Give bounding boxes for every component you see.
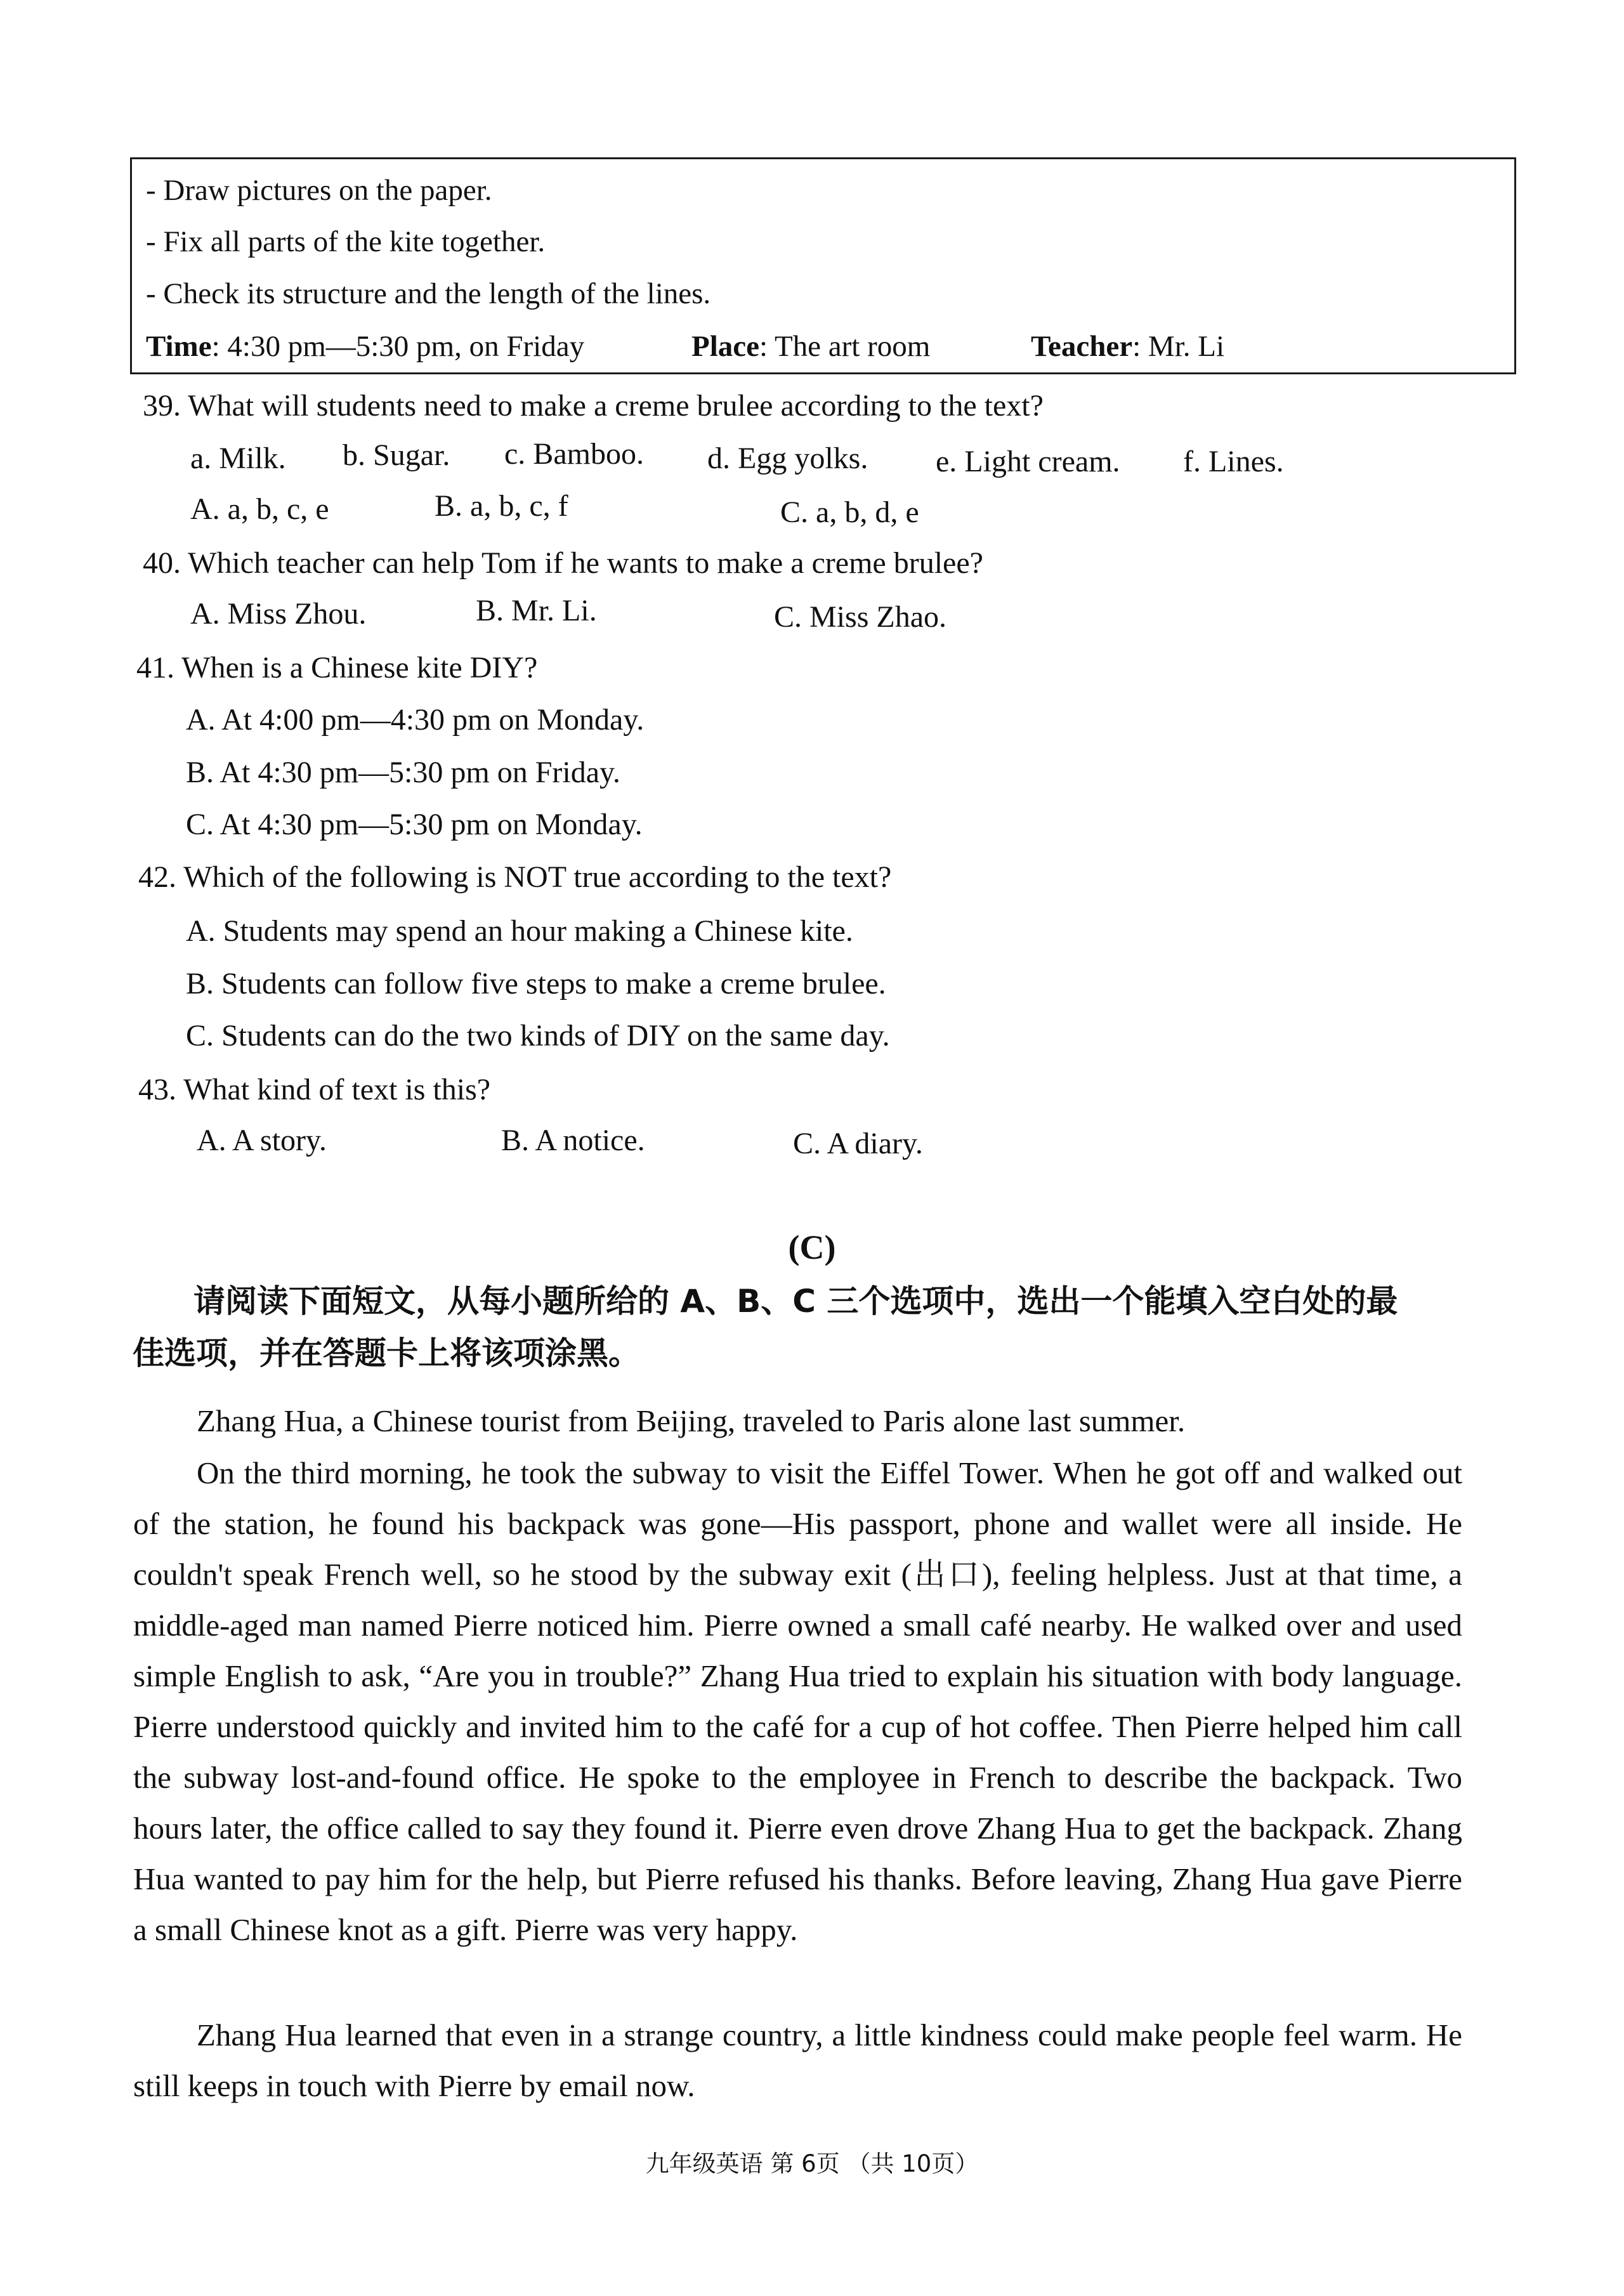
q40-option-a[interactable]: A. Miss Zhou.: [190, 597, 367, 631]
box-step-2: - Fix all parts of the kite together.: [146, 225, 546, 258]
time-value: : 4:30 pm—5:30 pm, on Friday: [211, 330, 585, 363]
q42-option-c[interactable]: C. Students can do the two kinds of DIY on the same day.: [186, 1019, 890, 1053]
q39-option-a[interactable]: A. a, b, c, e: [190, 492, 329, 526]
activity-info-box: [130, 157, 1516, 374]
q42-option-a[interactable]: A. Students may spend an hour making a Chinese kite.: [186, 914, 853, 948]
q39-item-a: a. Milk.: [190, 442, 286, 475]
question-39-stem: 39. What will students need to make a creme brulee according to the text?: [143, 389, 1044, 423]
passage-paragraph-2: On the third morning, he took the subway to visit the Eiffel Tower. When he got off and walked out of the station, he found his backpack was gone—His passport, phone and wallet were all inside. He couldn't speak French well, so he stood by the subway exit (出口), feeling helpless. Just at that time, a middle-aged man named Pierre noticed him. Pierre owned a small café nearby. He walked over and used simple English to ask, “Are you in trouble?” Zhang Hua tried to explain his situation with body language. Pierre understood quickly and invited him to the café for a cup of hot coffee. Then Pierre helped him call the subway lost-and-found office. He spoke to the employee in French to describe the backpack. Two hours later, the office called to say they found it. Pierre even drove Zhang Hua to get the backpack. Zhang Hua wanted to pay him for the help, but Pierre refused his thanks. Before leaving, Zhang Hua gave Pierre a small Chinese knot as a gift. Pierre was very happy.: [133, 1455, 1462, 1947]
q43-option-a[interactable]: A. A story.: [197, 1124, 327, 1157]
question-42-stem: 42. Which of the following is NOT true according to the text?: [138, 860, 892, 894]
place-label: Place: [691, 330, 759, 363]
passage-paragraph-1: Zhang Hua, a Chinese tourist from Beijing, traveled to Paris alone last summer.: [197, 1403, 1186, 1438]
q40-option-c[interactable]: C. Miss Zhao.: [774, 600, 947, 634]
box-step-1: - Draw pictures on the paper.: [146, 174, 492, 207]
q43-option-c[interactable]: C. A diary.: [793, 1127, 923, 1160]
box-step-3: - Check its structure and the length of the lines.: [146, 277, 711, 310]
q39-item-c: c. Bamboo.: [504, 437, 644, 471]
q39-item-e: e. Light cream.: [936, 445, 1120, 478]
q39-item-d: d. Egg yolks.: [707, 442, 868, 475]
question-41-stem: 41. When is a Chinese kite DIY?: [136, 651, 538, 685]
q41-option-a[interactable]: A. At 4:00 pm—4:30 pm on Monday.: [186, 703, 645, 737]
time-label: Time: [146, 330, 212, 363]
q41-option-c[interactable]: C. At 4:30 pm—5:30 pm on Monday.: [186, 808, 643, 841]
question-43-stem: 43. What kind of text is this?: [138, 1073, 491, 1106]
q40-option-b[interactable]: B. Mr. Li.: [476, 594, 597, 627]
instruction-line-1: 请阅读下面短文，从每小题所给的 A、B、C 三个选项中，选出一个能填入空白处的最: [193, 1283, 1398, 1320]
place-value: : The art room: [759, 330, 931, 363]
q39-item-b: b. Sugar.: [343, 438, 450, 472]
q39-item-f: f. Lines.: [1183, 445, 1284, 478]
q39-option-b[interactable]: B. a, b, c, f: [435, 489, 568, 523]
section-c-title: (C): [788, 1228, 836, 1266]
question-40-stem: 40. Which teacher can help Tom if he wants to make a creme brulee?: [143, 546, 983, 580]
q39-option-c[interactable]: C. a, b, d, e: [780, 495, 919, 529]
page-footer: 九年级英语 第 6页 （共 10页）: [645, 2150, 979, 2177]
passage-paragraph-3: Zhang Hua learned that even in a strange country, a little kindness could make people feel warm. He still keeps in touch with Pierre by email now.: [133, 2017, 1462, 2103]
q42-option-b[interactable]: B. Students can follow five steps to make a creme brulee.: [186, 967, 886, 1000]
q41-option-b[interactable]: B. At 4:30 pm—5:30 pm on Friday.: [186, 756, 620, 789]
q43-option-b[interactable]: B. A notice.: [501, 1124, 645, 1157]
teacher-label: Teacher: [1031, 330, 1133, 363]
teacher-value: : Mr. Li: [1132, 330, 1225, 363]
instruction-line-2: 佳选项，并在答题卡上将该项涂黑。: [133, 1335, 640, 1372]
